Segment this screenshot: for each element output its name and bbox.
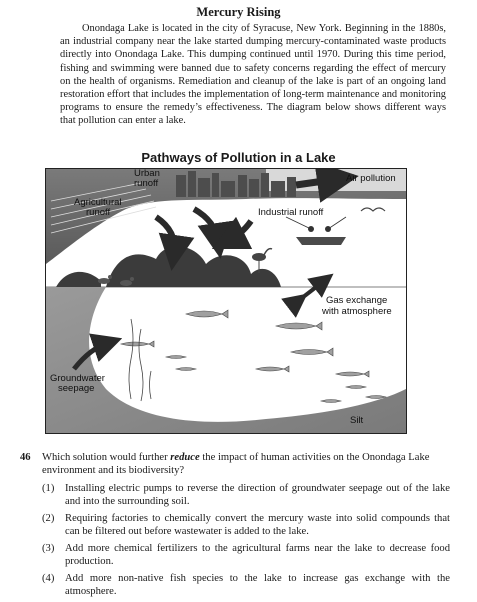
passage-body: Onondaga Lake is located in the city of Syracuse, New York. Beginning in the 1880s, an industrial company near the lake started dumping mercury-contaminated waste products directly into Onondaga Lake. This dumping continued until 1970. During this time period, fishing and swimming were banned due to safety concerns regarding the effect of mercury on the health of organisms. Remediation and cleanup of the lake is part of an ongoing land restoration effort that includes the implementation of long-term maintenance and monitoring programs to ensure the remedy’s effectiveness. The diagram below shows different ways that pollution can enter a lake. bbox=[60, 23, 446, 127]
groundwater-seepage-label-2: seepage bbox=[58, 383, 95, 394]
choice-text: Installing electric pumps to reverse the direction of groundwater seepage out of the lake and into the surrounding soil. bbox=[65, 483, 450, 507]
question-stem-before: Which solution would further bbox=[42, 452, 171, 463]
industrial-runoff-label: Industrial runoff bbox=[258, 207, 324, 218]
gas-exchange-label-2: with atmosphere bbox=[322, 306, 392, 317]
choice-number: (2) bbox=[42, 513, 55, 524]
diagram-title: Pathways of Pollution in a Lake bbox=[141, 150, 336, 165]
answer-choice-3[interactable] bbox=[20, 542, 450, 568]
agricultural-runoff-label-2: runoff bbox=[86, 207, 111, 218]
fishing-boat bbox=[286, 217, 346, 245]
gas-exchange-label: Gas exchange bbox=[326, 295, 388, 306]
groundwater-seepage-label: Groundwater bbox=[50, 373, 105, 384]
answer-choice-2[interactable] bbox=[20, 512, 450, 538]
question-stem-emphasis: reduce bbox=[170, 452, 200, 463]
question-number: 46 bbox=[20, 452, 31, 463]
urban-runoff-label: Urban bbox=[134, 169, 160, 179]
choice-number: (3) bbox=[42, 543, 55, 554]
agricultural-runoff-arrow bbox=[156, 217, 174, 253]
question-stem bbox=[42, 451, 450, 477]
urban-runoff-label-2: runoff bbox=[134, 178, 159, 189]
choice-text: Add more chemical fertilizers to the agricultural farms near the lake to decrease food production. bbox=[65, 543, 450, 567]
answer-choice-4[interactable] bbox=[20, 572, 450, 598]
agricultural-runoff-label: Agricultural bbox=[74, 197, 122, 208]
silt-label: Silt bbox=[350, 415, 364, 426]
passage-title: Mercury Rising bbox=[196, 5, 281, 19]
shore-vegetation bbox=[56, 246, 281, 287]
choice-text: Requiring factories to chemically convert the mercury waste into solid compounds that can be filtered out before wastewater is added to the lake. bbox=[65, 513, 450, 537]
industrial-runoff-arrow bbox=[228, 221, 251, 241]
choice-text: Add more non-native fish species to the lake to increase gas exchange with the atmosphere. bbox=[65, 573, 450, 597]
answer-choice-1[interactable] bbox=[20, 482, 450, 508]
choice-number: (1) bbox=[42, 483, 55, 494]
question-stem-after: the impact of human activities on the Onondaga Lake environment and its biodiversity? bbox=[42, 452, 430, 476]
pollution-diagram bbox=[45, 168, 407, 434]
gull-icon bbox=[361, 208, 385, 211]
pollution-diagram-illustration bbox=[46, 169, 406, 433]
urban-runoff-arrow bbox=[194, 209, 218, 241]
choice-number: (4) bbox=[42, 573, 55, 584]
answer-choices bbox=[20, 482, 450, 598]
air-pollution-label: Air pollution bbox=[346, 173, 396, 184]
question-46 bbox=[20, 451, 450, 602]
